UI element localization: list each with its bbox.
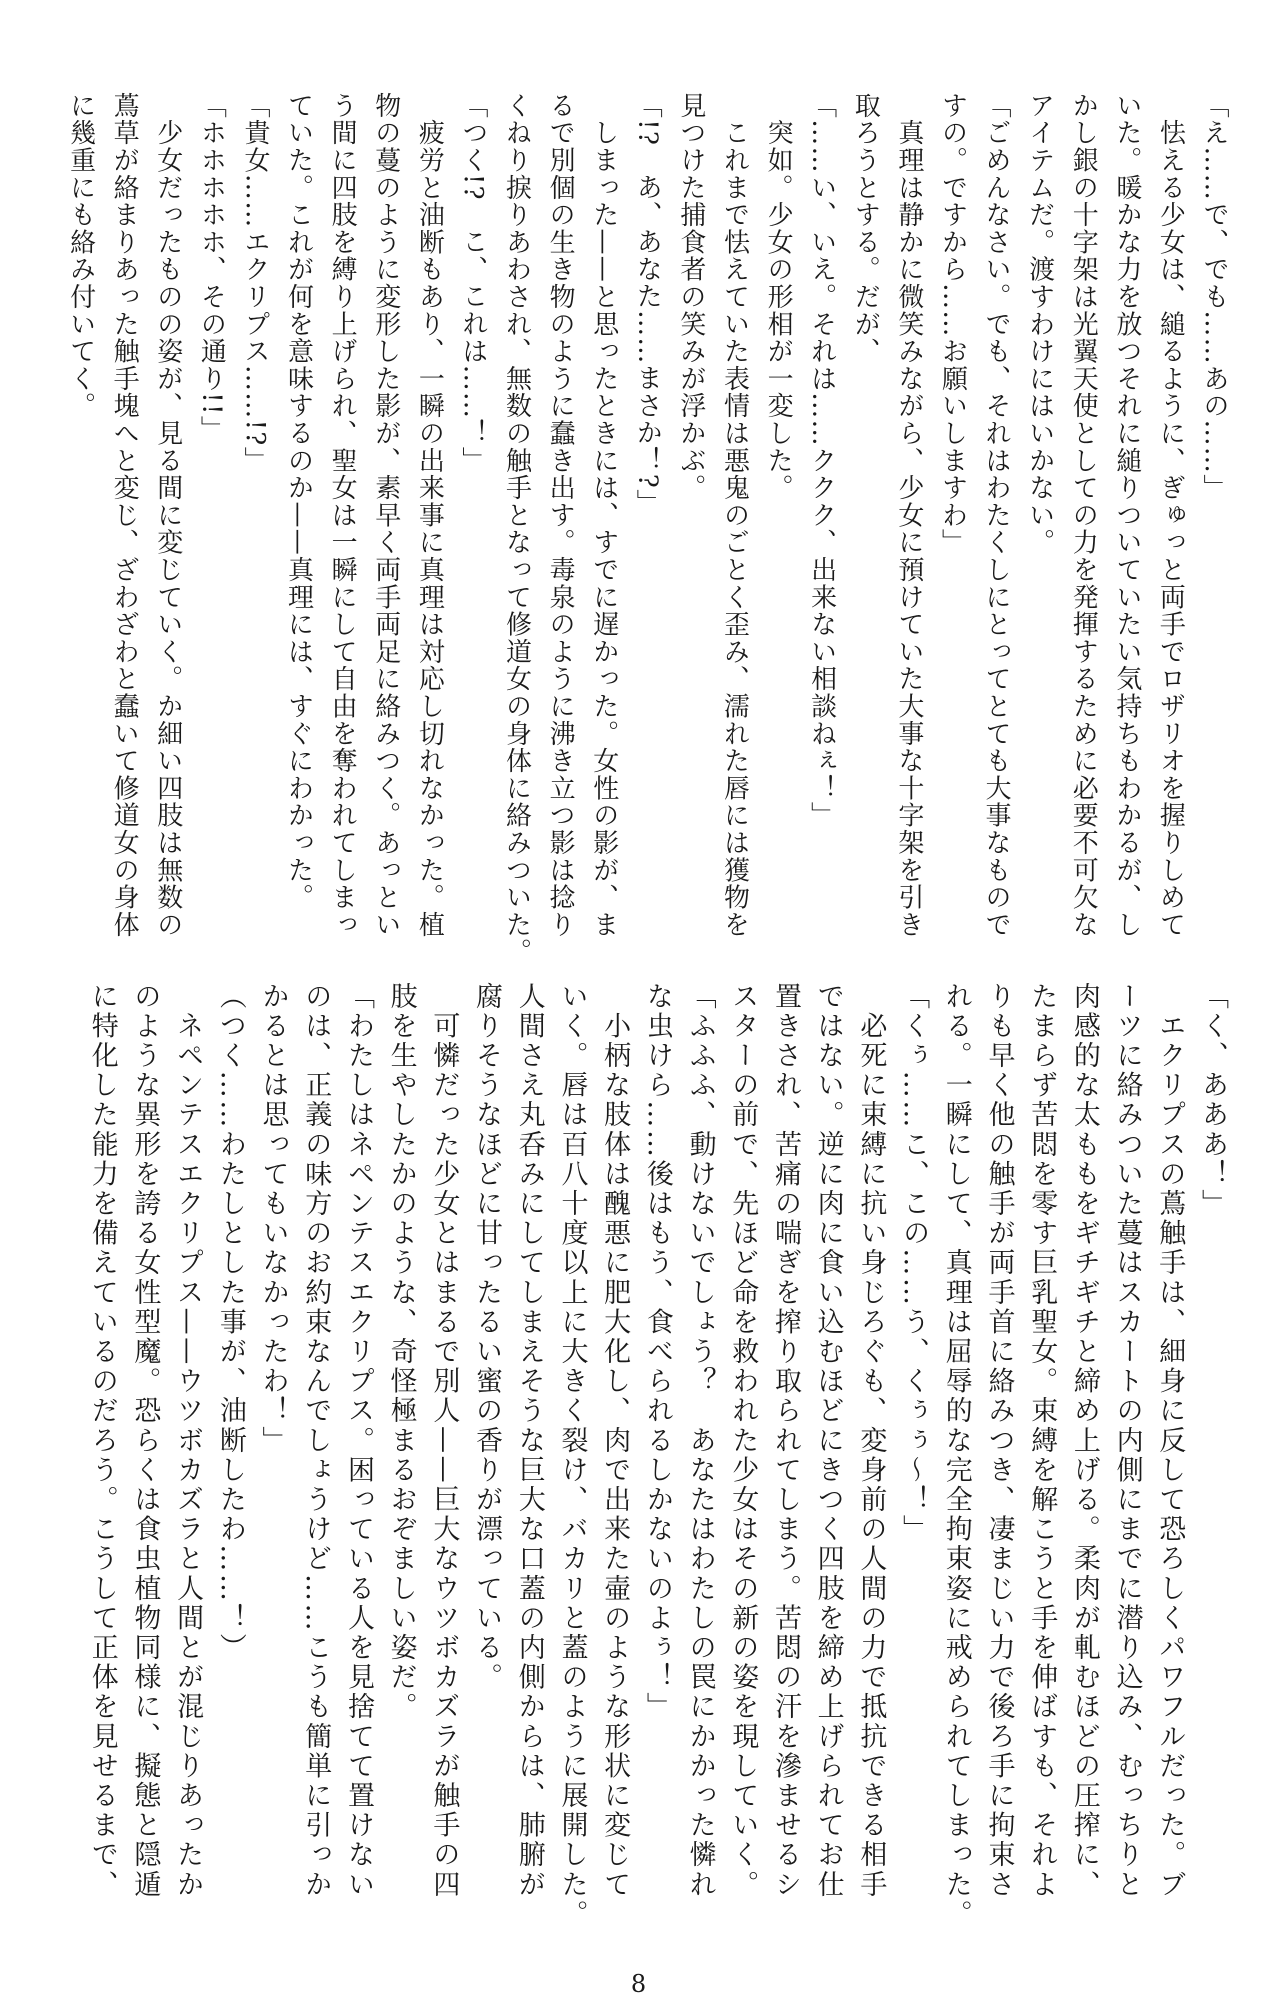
text-line: 「……い、いえ。それは……ククク、出来ない相談ねぇ！」 bbox=[806, 92, 837, 830]
text-line: 蔦草が絡まりあった触手塊へと変じ、ざわざわと蠢いて修道女の身体 bbox=[109, 92, 140, 939]
text-line: 真理は静かに微笑みながら、少女に預けていた大事な十字架を引き bbox=[893, 92, 924, 939]
text-line: 「つく!? こ、これは……！」 bbox=[457, 92, 488, 474]
text-line: 肉感的な太ももをギチギチと締め上げる。柔肉が軋むほどの圧搾に、 bbox=[1068, 982, 1100, 1900]
text-line: 「貴女……エクリプス……!?」 bbox=[239, 92, 270, 474]
text-line: 「ごめんなさい。でも、それはわたくしにとってとても大事なもので bbox=[981, 92, 1012, 939]
lower-text-block bbox=[73, 982, 1233, 1942]
text-line: 肢を生やしたかのような、奇怪極まるおぞましい姿だ。 bbox=[385, 982, 417, 1722]
page-number: 8 bbox=[630, 1970, 647, 1998]
text-line: 「わたしはネペンテスエクリプス。困っている人を見捨てて置けない bbox=[342, 982, 374, 1900]
text-line: るで別個の生き物のように蠢き出す。毒泉のように沸き立つ影は捻り bbox=[545, 92, 576, 939]
text-line: アイテムだ。渡すわけにはいかない。 bbox=[1024, 92, 1055, 557]
text-line: 小柄な肢体は醜悪に肥大化し、肉で出来た壷のような形状に変じて bbox=[599, 982, 631, 1900]
text-line: かるとは思ってもいなかったわ！」 bbox=[257, 982, 289, 1456]
text-line: ネペンテスエクリプス——ウツボカズラと人間とが混じりあったか bbox=[172, 982, 204, 1900]
text-line: しまった——と思ったときには、すでに遅かった。女性の影が、ま bbox=[588, 92, 619, 939]
text-line: かし銀の十字架は光翼天使としての力を発揮するために必要不可欠な bbox=[1068, 92, 1099, 939]
text-line: ていた。これが何を意味するのか——真理には、すぐにわかった。 bbox=[283, 92, 314, 911]
text-line: な虫けら……後はもう、食べられるしかないのよぅ！」 bbox=[641, 982, 673, 1722]
text-line: ではない。逆に肉に食い込むほどにきつく四肢を締め上げられてお仕 bbox=[812, 982, 844, 1900]
text-line: に幾重にも絡み付いてく。 bbox=[65, 92, 96, 420]
text-line: いた。暖かな力を放つそれに縋りついていたい気持ちもわかるが、し bbox=[1111, 92, 1142, 939]
text-line: すの。ですから……お願いしますわ」 bbox=[937, 92, 968, 557]
text-line: う間に四肢を縛り上げられ、聖女は一瞬にして自由を奪われてしまっ bbox=[327, 92, 358, 939]
text-line: 必死に束縛に抗い身じろぐも、変身前の人間の力で抵抗できる相手 bbox=[855, 982, 887, 1900]
text-line: 見つけた捕食者の笑みが浮かぶ。 bbox=[675, 92, 706, 502]
text-line: 人間さえ丸呑みにしてしまえそうな巨大な口蓋の内側からは、肺腑が bbox=[513, 982, 545, 1900]
text-line: 怯える少女は、縋るように、ぎゅっと両手でロザリオを握りしめて bbox=[1155, 92, 1186, 939]
text-line: 「く、あああ！」 bbox=[1197, 982, 1228, 1219]
text-line: 少女だったものの姿が、見る間に変じていく。か細い四肢は無数の bbox=[152, 92, 183, 939]
text-line: （つく……わたしとした事が、油断したわ……！） bbox=[214, 982, 246, 1663]
text-line: これまで怯えていた表情は悪鬼のごとく歪み、濡れた唇には獲物を bbox=[719, 92, 750, 939]
text-line: に特化した能力を備えているのだろう。こうして正体を見せるまで、 bbox=[86, 982, 118, 1900]
text-line: 「ふふふ、動けないでしょう？ あなたはわたしの罠にかかった憐れ bbox=[684, 982, 716, 1900]
text-line: 取ろうとする。だが、 bbox=[850, 92, 881, 365]
text-line: 疲労と油断もあり、一瞬の出来事に真理は対応し切れなかった。植 bbox=[414, 92, 445, 939]
text-line: りも早く他の触手が両手首に絡みつき、凄まじい力で後ろ手に拘束さ bbox=[983, 982, 1015, 1900]
text-line: スターの前で、先ほど命を救われた少女はその新の姿を現していく。 bbox=[727, 982, 759, 1900]
text-line: ーツに絡みついた蔓はスカートの内側にまでに潜り込み、むっちりと bbox=[1111, 982, 1143, 1900]
text-line: たまらず苦悶を零す巨乳聖女。束縛を解こうと手を伸ばすも、それよ bbox=[1026, 982, 1058, 1900]
text-line: 腐りそうなほどに甘ったるい蜜の香りが漂っている。 bbox=[471, 982, 503, 1693]
text-line: くねり捩りあわされ、無数の触手となって修道女の身体に絡みついた。 bbox=[501, 92, 532, 966]
text-line: のような異形を誇る女性型魔。恐らくは食虫植物同様に、擬態と隠遁 bbox=[129, 982, 161, 1900]
text-line: 「ホホホホホ、その通り!!」 bbox=[196, 92, 227, 444]
text-line: 「え……で、でも……あの……」 bbox=[1199, 92, 1229, 502]
text-line: 突如。少女の形相が一変した。 bbox=[763, 92, 794, 502]
text-line: れる。一瞬にして、真理は屈辱的な完全拘束姿に戒められてしまった。 bbox=[940, 982, 972, 1930]
text-line: 置きされ、苦痛の喘ぎを搾り取られてしまう。苦悶の汗を滲ませるシ bbox=[769, 982, 801, 1900]
upper-text-block bbox=[55, 92, 1235, 966]
text-line: 物の蔓のように変形した影が、素早く両手両足に絡みつく。あっとい bbox=[370, 92, 401, 939]
text-line: 「くぅ……こ、この……う、くぅぅ〜！」 bbox=[898, 982, 930, 1545]
text-line: 「!? あ、あなた……まさか！?」 bbox=[632, 92, 663, 517]
text-line: エクリプスの蔦触手は、細身に反して恐ろしくパワフルだった。ブ bbox=[1154, 982, 1186, 1900]
text-line: 可憐だった少女とはまるで別人——巨大なウツボカズラが触手の四 bbox=[428, 982, 460, 1900]
text-line: のは、正義の味方のお約束なんでしょうけど……こうも簡単に引っか bbox=[300, 982, 332, 1900]
text-line: いく。唇は百八十度以上に大きく裂け、バカリと蓋のように展開した。 bbox=[556, 982, 588, 1930]
